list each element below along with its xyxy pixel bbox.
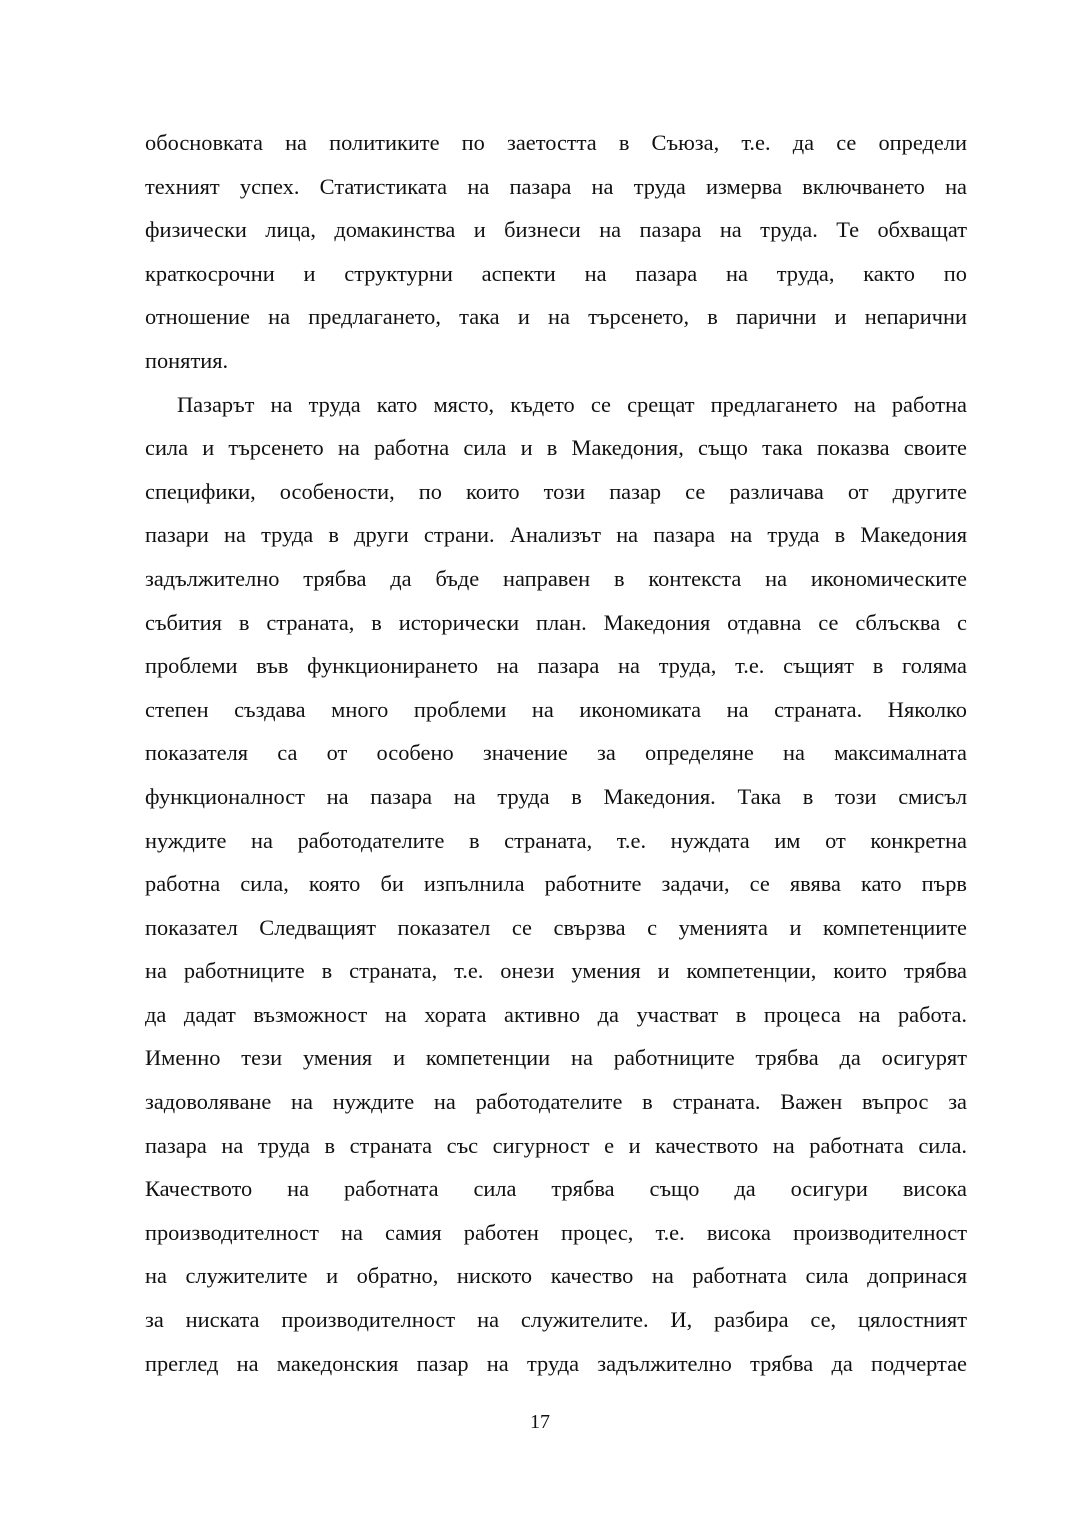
text-line: Качеството на работната сила трябва също да осигури висока: [145, 1176, 967, 1202]
text-line: пазара на труда в страната със сигурност е и качеството на работната сила.: [145, 1132, 967, 1158]
text-line: събития в страната, в исторически план. Македония отдавна се сблъсква с: [145, 609, 967, 635]
text-line: техният успех. Статистиката на пазара на труда измерва включването на: [145, 173, 967, 199]
text-line: работна сила, която би изпълнила работните задачи, се явява като първ: [145, 871, 967, 897]
text-line: краткосрочни и структурни аспекти на пазара на труда, както по: [145, 260, 967, 286]
text-line: да дадат възможност на хората активно да участват в процеса на работа.: [145, 1001, 967, 1027]
page-number: 17: [530, 1411, 550, 1433]
text-line: сила и търсенето на работна сила и в Македония, също така показва своите: [145, 435, 967, 461]
text-line: проблеми във функционирането на пазара на труда, т.е. същият в голяма: [145, 653, 967, 679]
text-line: на служителите и обратно, ниското качество на работната сила допринася: [145, 1263, 967, 1289]
text-line: показател Следващият показател се свързва с уменията и компетенциите: [145, 914, 967, 940]
text-line: производителност на самия работен процес, т.е. висока производителност: [145, 1219, 967, 1245]
text-line: за ниската производителност на служителите. И, разбира се, цялостният: [145, 1307, 967, 1333]
text-line: физически лица, домакинства и бизнеси на пазара на труда. Те обхващат: [145, 217, 967, 243]
text-line: понятия.: [145, 347, 229, 373]
text-line: специфики, особености, по които този пазар се различава от другите: [145, 478, 967, 504]
body-text: [145, 121, 967, 1385]
text-line: степен създава много проблеми на икономиката на страната. Няколко: [145, 696, 967, 722]
text-line: задължително трябва да бъде направен в контекста на икономическите: [145, 565, 967, 591]
text-line: нуждите на работодателите в страната, т.е. нуждата им от конкретна: [145, 827, 967, 853]
text-line: обосновката на политиките по заетостта в Съюза, т.е. да се определи: [145, 130, 967, 155]
text-line: Пазарът на труда като място, където се срещат предлагането на работна: [177, 391, 967, 417]
text-line: отношение на предлагането, така и на търсенето, в парични и непарични: [145, 304, 967, 330]
text-line: показателя са от особено значение за определяне на максималната: [145, 740, 967, 766]
text-line: задоволяване на нуждите на работодателите в страната. Важен въпрос за: [145, 1089, 967, 1115]
text-line: преглед на македонския пазар на труда задължително трябва да подчертае: [145, 1350, 967, 1376]
paragraph-2: [145, 383, 967, 1386]
paragraph-1: [145, 121, 967, 383]
text-line: на работниците в страната, т.е. онези умения и компетенции, които трябва: [145, 958, 967, 984]
text-line: пазари на труда в други страни. Анализът на пазара на труда в Македония: [145, 522, 967, 548]
text-line: Именно тези умения и компетенции на работниците трябва да осигурят: [145, 1045, 967, 1071]
text-line: функционалност на пазара на труда в Македония. Така в този смисъл: [145, 783, 967, 809]
